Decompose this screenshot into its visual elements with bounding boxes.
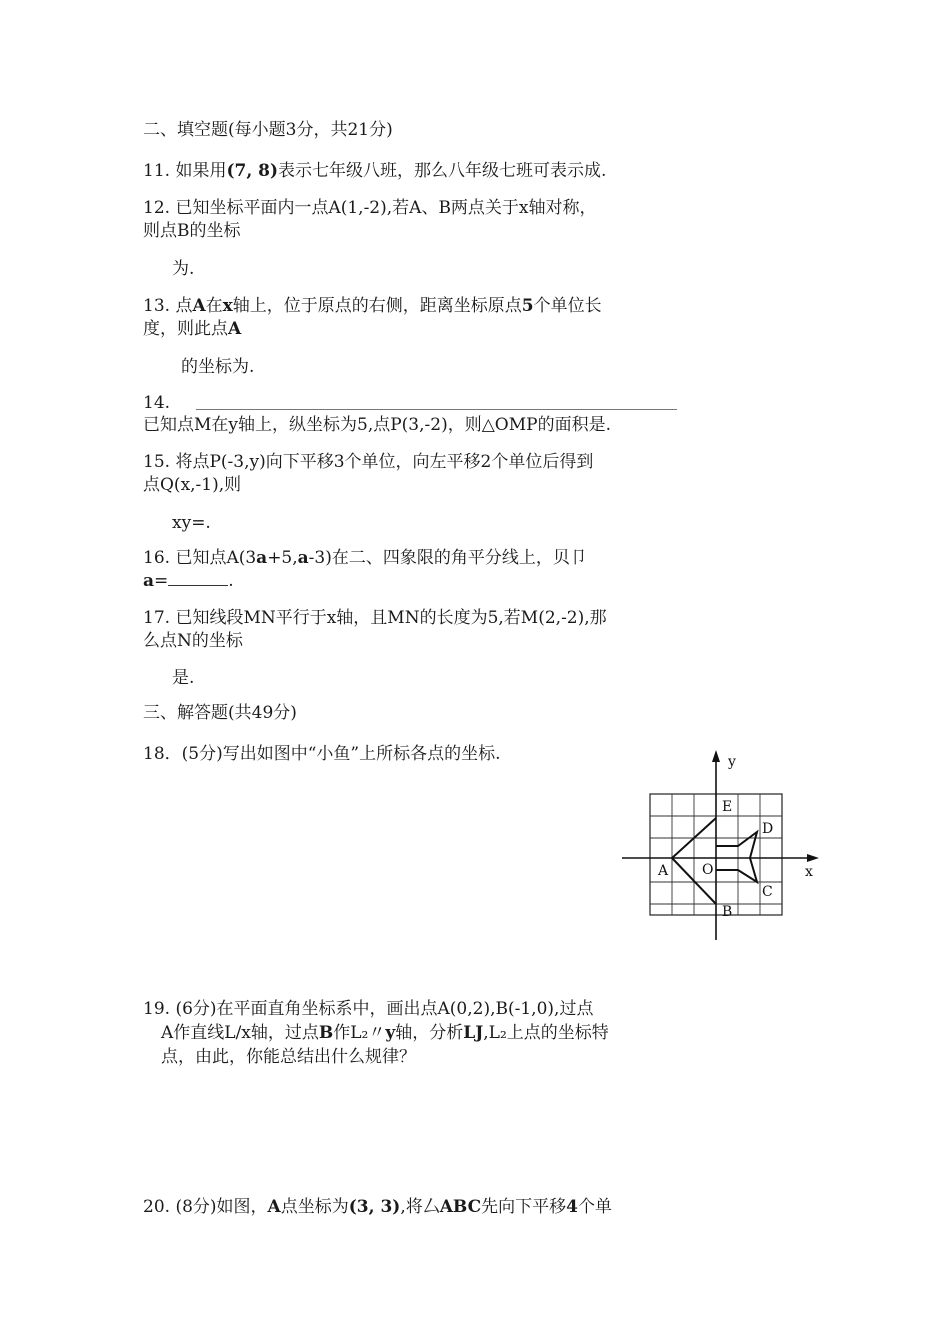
section-fill-blank-title: 二、填空题(每小题3分，共21分) [143,120,393,140]
q20-t2: 点坐标为 [280,1197,349,1217]
question-13-line2 [143,317,683,341]
q16-a3: a [143,571,155,591]
question-13-answer-tail: 的坐标为. [181,357,255,377]
q16-t3: -3)在二、四象限的角平分线上，贝卩 [308,548,587,568]
q20-t4: 先向下平移 [481,1197,567,1217]
q13-t3: 个单位长 [533,296,602,316]
q20-t1: 20. (8分)如图， [143,1197,268,1217]
q16-a1: a [256,548,268,568]
q16-t4: = [154,571,169,591]
q13-line2a: 度，则此点 [143,319,228,339]
q16-t2: +5, [267,548,298,568]
question-19-line2 [161,1021,681,1045]
point-label-e: E [722,799,733,815]
answer-blank [168,569,228,586]
q20-t5: 个单 [577,1197,612,1217]
question-15-line2: 点Q(x,-1),则 [143,475,242,495]
answer-blank-line [196,409,677,410]
question-12-answer-tail: 为. [172,259,195,279]
q20-point-a: A [267,1197,281,1217]
q13-point-a: A [192,296,206,316]
question-18: 18．(5分)写出如图中“小鱼”上所标各点的坐标. [143,744,501,764]
q13-point-a2: A [228,319,242,339]
q13-num: 13. 点 [143,296,193,316]
q16-t5: . [228,571,234,591]
question-20 [143,1195,683,1219]
q20-four: 4 [566,1197,578,1217]
question-17-line2: 么点N的坐标 [143,631,243,651]
q20-t3: ,将厶 [400,1197,440,1217]
question-12-line2: 则点B的坐标 [143,221,241,241]
q19-y: y [385,1023,396,1043]
question-15-answer-tail: xy=. [172,513,211,533]
q11-text-a: 11. 如果用 [143,161,227,181]
q19-l: LJ [463,1023,484,1043]
x-axis-label: x [805,864,813,880]
question-17-line1: 17. 已知线段MN平行于x轴，且MN的长度为5,若M(2,-2),那 [143,608,607,628]
point-label-c: C [762,884,773,900]
q19-line2c: 轴，分析 [395,1023,464,1043]
q13-x: x [222,296,233,316]
q20-triangle: ABC [439,1197,482,1217]
point-label-a: A [658,863,669,879]
point-label-d: D [762,821,774,837]
q19-line2d: ,L₂上点的坐标特 [483,1023,609,1043]
q11-text-c: 表示七年级八班，那么八年级七班可表示成. [278,161,607,181]
question-19-line3: 点，由此，你能总结出什么规律？ [161,1047,416,1067]
question-17-answer-tail: 是. [172,668,195,688]
q13-t2: 轴上，位于原点的右侧，距离坐标原点 [232,296,522,316]
q13-t1: 在 [205,296,223,316]
question-14-number: 14. [143,393,171,413]
q11-coord: (7, 8) [226,161,279,181]
question-12-line1: 12. 已知坐标平面内一点A(1,-2),若A、B两点关于x轴对称， [143,198,597,218]
question-16-line1 [143,546,683,570]
q13-five: 5 [521,296,534,316]
point-label-b: B [722,904,733,920]
section-answers-title: 三、解答题(共49分) [143,703,297,723]
question-19-line1: 19. (6分)在平面直角坐标系中，画出点A(0,2),B(-1,0),过点 [143,999,594,1019]
origin-label: O [702,862,714,878]
q19-line2b: 作L₂〃 [333,1023,386,1043]
fish-outline [672,818,757,904]
y-axis-label: y [728,754,736,770]
fish-coordinate-figure [612,748,828,944]
q19-line2a: A作直线L/x轴，过点 [161,1023,319,1043]
q20-coord: (3, 3) [348,1197,401,1217]
question-14-text: 已知点M在y轴上，纵坐标为5,点P(3,-2)，则△OMP的面积是. [143,415,611,435]
q16-t1: 16. 已知点A(3 [143,548,257,568]
q16-a2: a [297,548,309,568]
q19-point-b: B [318,1023,334,1043]
question-13-line1 [143,294,683,318]
question-15-line1: 15. 将点P(-3,y)向下平移3个单位，向左平移2个单位后得到 [143,452,594,472]
question-16-line2 [143,569,683,593]
question-11 [143,159,683,183]
